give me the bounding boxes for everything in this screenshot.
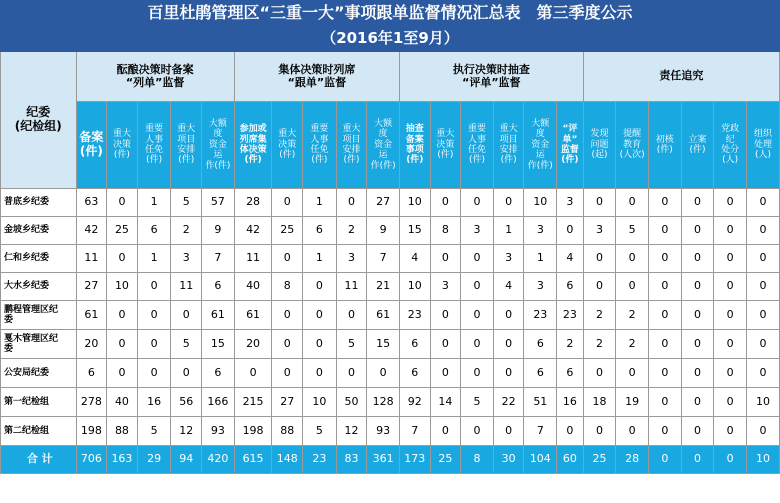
total-cell: 0 (648, 446, 681, 474)
row-name: 鹏程管理区纪 委 (1, 301, 77, 330)
total-cell: 25 (430, 446, 461, 474)
table-cell: 42 (76, 217, 107, 245)
column-header-label: 参加或 列席集 体决策 (件) (239, 124, 267, 166)
column-header (272, 102, 303, 189)
table-cell: 93 (367, 417, 400, 446)
table-cell: 8 (430, 217, 461, 245)
column-header-label: 重大 决策 (件) (436, 129, 455, 161)
table-cell: 11 (234, 245, 272, 273)
table-cell: 0 (461, 273, 494, 301)
column-header-label: 重大 项目 安排 (件) (499, 124, 518, 166)
table-cell: 4 (557, 245, 584, 273)
table-cell: 0 (583, 417, 616, 446)
table-cell: 15 (367, 330, 400, 359)
table-row (1, 330, 780, 359)
table-cell: 0 (714, 189, 747, 217)
table-cell: 63 (76, 189, 107, 217)
table-cell: 3 (524, 273, 557, 301)
table-cell: 10 (107, 273, 138, 301)
table-cell: 61 (76, 301, 107, 330)
table-cell: 0 (746, 301, 779, 330)
table-cell: 6 (524, 359, 557, 388)
column-header (107, 102, 138, 189)
table-cell: 10 (746, 388, 779, 417)
table-cell: 0 (107, 189, 138, 217)
table-cell: 0 (303, 273, 337, 301)
total-cell: 361 (367, 446, 400, 474)
table-cell: 0 (648, 189, 681, 217)
table-cell: 40 (234, 273, 272, 301)
table-cell: 2 (583, 301, 616, 330)
table-cell: 0 (648, 330, 681, 359)
table-cell: 3 (583, 217, 616, 245)
table-cell: 1 (303, 245, 337, 273)
table-cell: 0 (583, 245, 616, 273)
table-cell: 5 (171, 330, 202, 359)
table-cell: 2 (336, 217, 367, 245)
table-cell: 4 (493, 273, 524, 301)
table-cell: 3 (336, 245, 367, 273)
group-attend-label: 集体决策时列席 “跟单”监督 (278, 62, 356, 89)
table-cell: 0 (430, 330, 461, 359)
total-cell: 148 (272, 446, 303, 474)
table-cell: 0 (714, 417, 747, 446)
table-cell: 0 (583, 189, 616, 217)
table-cell: 2 (583, 330, 616, 359)
table-cell: 18 (583, 388, 616, 417)
table-cell: 0 (746, 189, 779, 217)
column-header-label: 重要 人事 任免 (件) (145, 124, 164, 166)
table-cell: 20 (76, 330, 107, 359)
table-cell: 6 (76, 359, 107, 388)
total-cell: 30 (493, 446, 524, 474)
page-title: 百里杜鹃管理区“三重一大”事项跟单监督情况汇总表 第三季度公示 (1, 1, 780, 27)
table-cell: 0 (430, 301, 461, 330)
column-header-label: 抽查 备案 事项 (件) (405, 124, 424, 166)
table-cell: 0 (746, 359, 779, 388)
table-cell: 40 (107, 388, 138, 417)
table-cell: 61 (202, 301, 235, 330)
table-cell: 0 (137, 330, 171, 359)
table-cell: 0 (746, 245, 779, 273)
total-cell: 706 (76, 446, 107, 474)
table-cell: 0 (303, 301, 337, 330)
group-filing (76, 52, 234, 102)
table-cell: 10 (524, 189, 557, 217)
total-cell: 94 (171, 446, 202, 474)
table-cell: 12 (336, 417, 367, 446)
table-cell: 0 (171, 301, 202, 330)
total-cell: 60 (557, 446, 584, 474)
table-cell: 0 (461, 359, 494, 388)
table-cell: 0 (557, 417, 584, 446)
table-cell: 3 (430, 273, 461, 301)
group-review-label: 执行决策时抽查 “评单”监督 (452, 62, 530, 89)
table-cell: 0 (493, 301, 524, 330)
column-header-label: 重大 决策 (件) (278, 129, 297, 161)
table-cell: 0 (616, 273, 649, 301)
table-cell: 0 (648, 301, 681, 330)
table-cell: 0 (336, 359, 367, 388)
table-cell: 25 (107, 217, 138, 245)
table-cell: 0 (557, 217, 584, 245)
table-cell: 6 (400, 330, 431, 359)
table-cell: 0 (336, 189, 367, 217)
table-cell: 0 (107, 301, 138, 330)
table-cell: 0 (616, 417, 649, 446)
column-header-label: 发现 问题 (起) (590, 129, 609, 161)
table-cell: 0 (234, 359, 272, 388)
table-cell: 0 (583, 273, 616, 301)
table-cell: 0 (107, 330, 138, 359)
table-cell: 11 (336, 273, 367, 301)
table-cell: 0 (714, 359, 747, 388)
row-name: 大水乡纪委 (1, 273, 77, 301)
column-header (461, 102, 494, 189)
table-cell: 0 (714, 330, 747, 359)
table-cell: 0 (461, 417, 494, 446)
table-cell: 0 (681, 359, 714, 388)
table-cell: 0 (461, 189, 494, 217)
table-cell: 198 (234, 417, 272, 446)
column-header (557, 102, 584, 189)
table-cell: 0 (272, 245, 303, 273)
table-cell: 5 (461, 388, 494, 417)
column-header-label: 重大 决策 (件) (112, 129, 131, 161)
column-header-label: 初核 (件) (655, 134, 674, 155)
table-cell: 5 (336, 330, 367, 359)
table-cell: 6 (557, 359, 584, 388)
table-cell: 7 (202, 245, 235, 273)
table-cell: 0 (461, 330, 494, 359)
column-header-label: 大额 度 资金 运 作(件) (527, 119, 553, 171)
table-cell: 0 (430, 417, 461, 446)
total-cell: 28 (616, 446, 649, 474)
table-cell: 8 (272, 273, 303, 301)
table-cell: 4 (400, 245, 431, 273)
table-cell: 12 (171, 417, 202, 446)
total-cell: 83 (336, 446, 367, 474)
table-cell: 6 (202, 359, 235, 388)
table-cell: 15 (202, 330, 235, 359)
table-cell: 5 (137, 417, 171, 446)
table-cell: 57 (202, 189, 235, 217)
row-name: 戛木管理区纪 委 (1, 330, 77, 359)
table-cell: 2 (616, 330, 649, 359)
table-cell: 56 (171, 388, 202, 417)
table-cell: 10 (400, 273, 431, 301)
table-cell: 0 (272, 359, 303, 388)
total-cell: 104 (524, 446, 557, 474)
row-name: 仁和乡纪委 (1, 245, 77, 273)
table-cell: 21 (367, 273, 400, 301)
table-cell: 5 (171, 189, 202, 217)
table-cell: 0 (107, 245, 138, 273)
table-cell: 0 (107, 359, 138, 388)
table-cell: 92 (400, 388, 431, 417)
column-header-label: 重要 人事 任免 (件) (468, 124, 487, 166)
table-cell: 27 (367, 189, 400, 217)
table-cell: 2 (616, 301, 649, 330)
table-cell: 0 (461, 301, 494, 330)
group-accountability (583, 52, 779, 102)
table-cell: 6 (524, 330, 557, 359)
table-cell: 0 (648, 217, 681, 245)
table-cell: 0 (681, 330, 714, 359)
column-header-label: 党政 纪 处分 (人) (721, 124, 740, 166)
row-header (1, 52, 77, 189)
column-header (583, 102, 616, 189)
table-cell: 0 (137, 273, 171, 301)
table-row (1, 417, 780, 446)
column-header-label: 提醒 教育 (人次) (619, 129, 645, 161)
table-cell: 0 (681, 189, 714, 217)
table-cell: 0 (648, 417, 681, 446)
table-cell: 0 (681, 217, 714, 245)
table-cell: 88 (107, 417, 138, 446)
table-row (1, 273, 780, 301)
total-cell: 0 (681, 446, 714, 474)
table-cell: 1 (137, 189, 171, 217)
table-row (1, 245, 780, 273)
row-header-label: 纪委 (纪检组) (14, 105, 62, 133)
column-header-label: 立案 (件) (688, 134, 707, 155)
table-cell: 0 (648, 359, 681, 388)
table-cell: 0 (272, 301, 303, 330)
total-cell: 420 (202, 446, 235, 474)
table-cell: 51 (524, 388, 557, 417)
column-header-label: 重大 项目 安排 (件) (342, 124, 361, 166)
table-cell: 61 (234, 301, 272, 330)
table-cell: 19 (616, 388, 649, 417)
column-header (714, 102, 747, 189)
table-cell: 166 (202, 388, 235, 417)
table-cell: 0 (746, 217, 779, 245)
table-row (1, 359, 780, 388)
table-cell: 6 (303, 217, 337, 245)
total-label: 合 计 (1, 446, 77, 474)
table-cell: 0 (714, 301, 747, 330)
column-header (367, 102, 400, 189)
table-cell: 3 (524, 217, 557, 245)
table-cell: 10 (303, 388, 337, 417)
column-header-label: 重大 项目 安排 (件) (177, 124, 196, 166)
column-header (202, 102, 235, 189)
table-cell: 61 (367, 301, 400, 330)
table-cell: 0 (681, 245, 714, 273)
table-cell: 0 (714, 245, 747, 273)
total-cell: 29 (137, 446, 171, 474)
table-row (1, 217, 780, 245)
table-cell: 3 (557, 189, 584, 217)
column-header (430, 102, 461, 189)
column-header (648, 102, 681, 189)
table-cell: 15 (400, 217, 431, 245)
column-header (681, 102, 714, 189)
table-cell: 3 (461, 217, 494, 245)
column-header (234, 102, 272, 189)
total-cell: 173 (400, 446, 431, 474)
table-cell: 0 (367, 359, 400, 388)
group-accountability-label: 责任追究 (659, 69, 704, 83)
table-cell: 22 (493, 388, 524, 417)
table-cell: 3 (171, 245, 202, 273)
table-cell: 0 (681, 388, 714, 417)
total-cell: 10 (746, 446, 779, 474)
group-review (400, 52, 584, 102)
table-cell: 0 (171, 359, 202, 388)
table-cell: 0 (461, 245, 494, 273)
table-cell: 215 (234, 388, 272, 417)
table-cell: 0 (493, 189, 524, 217)
table-cell: 27 (76, 273, 107, 301)
column-header-label: 备案 (件) (79, 130, 104, 158)
table-cell: 278 (76, 388, 107, 417)
column-header (524, 102, 557, 189)
table-cell: 0 (681, 417, 714, 446)
row-name: 第二纪检组 (1, 417, 77, 446)
total-cell: 23 (303, 446, 337, 474)
table-cell: 0 (616, 189, 649, 217)
total-row (1, 446, 780, 474)
column-header-label: 重要 人事 任免 (件) (310, 124, 329, 166)
table-cell: 5 (303, 417, 337, 446)
table-cell: 7 (367, 245, 400, 273)
column-header (336, 102, 367, 189)
table-cell: 0 (493, 330, 524, 359)
table-cell: 23 (400, 301, 431, 330)
table-cell: 7 (524, 417, 557, 446)
table-cell: 14 (430, 388, 461, 417)
group-attend (234, 52, 399, 102)
table-cell: 50 (336, 388, 367, 417)
table-cell: 0 (681, 273, 714, 301)
table-cell: 0 (616, 359, 649, 388)
table-cell: 0 (493, 417, 524, 446)
table-cell: 88 (272, 417, 303, 446)
table-cell: 0 (583, 359, 616, 388)
table-cell: 3 (493, 245, 524, 273)
table-row (1, 388, 780, 417)
page-subtitle: （2016年1至9月） (1, 27, 780, 52)
table-cell: 0 (430, 189, 461, 217)
group-filing-label: 酝酿决策时备案 “列单”监督 (116, 62, 194, 89)
table-cell: 9 (202, 217, 235, 245)
table-cell: 2 (171, 217, 202, 245)
table-cell: 23 (524, 301, 557, 330)
table-cell: 0 (746, 330, 779, 359)
table-cell: 198 (76, 417, 107, 446)
table-cell: 6 (137, 217, 171, 245)
table-cell: 0 (303, 330, 337, 359)
table-cell: 1 (303, 189, 337, 217)
table-cell: 20 (234, 330, 272, 359)
table-cell: 42 (234, 217, 272, 245)
table-cell: 10 (400, 189, 431, 217)
table-cell: 6 (202, 273, 235, 301)
table-cell: 93 (202, 417, 235, 446)
table-cell: 0 (137, 301, 171, 330)
table-cell: 25 (272, 217, 303, 245)
table-cell: 0 (648, 273, 681, 301)
table-cell: 0 (137, 359, 171, 388)
table-cell: 5 (616, 217, 649, 245)
column-header (493, 102, 524, 189)
row-name: 金坡乡纪委 (1, 217, 77, 245)
row-name: 普底乡纪委 (1, 189, 77, 217)
column-header (303, 102, 337, 189)
table-cell: 0 (272, 189, 303, 217)
table-cell: 16 (137, 388, 171, 417)
table-cell: 28 (234, 189, 272, 217)
table-cell: 0 (746, 417, 779, 446)
table-cell: 27 (272, 388, 303, 417)
table-cell: 16 (557, 388, 584, 417)
column-header (137, 102, 171, 189)
total-cell: 615 (234, 446, 272, 474)
table-cell: 0 (430, 359, 461, 388)
table-cell: 23 (557, 301, 584, 330)
table-cell: 0 (681, 301, 714, 330)
column-header (400, 102, 431, 189)
table-cell: 1 (137, 245, 171, 273)
total-cell: 25 (583, 446, 616, 474)
table-row (1, 301, 780, 330)
table-cell: 0 (493, 359, 524, 388)
column-header (616, 102, 649, 189)
table-cell: 11 (171, 273, 202, 301)
table-cell: 0 (336, 301, 367, 330)
column-header-label: 大额 度 资金 运 作(件) (370, 119, 396, 171)
column-header (171, 102, 202, 189)
table-cell: 0 (648, 245, 681, 273)
table-cell: 0 (303, 359, 337, 388)
table-cell: 0 (714, 388, 747, 417)
table-cell: 1 (493, 217, 524, 245)
table-cell: 0 (430, 245, 461, 273)
table-cell: 2 (557, 330, 584, 359)
table-row (1, 189, 780, 217)
total-cell: 0 (714, 446, 747, 474)
total-cell: 8 (461, 446, 494, 474)
table-cell: 0 (616, 245, 649, 273)
table-cell: 7 (400, 417, 431, 446)
table-cell: 11 (76, 245, 107, 273)
column-header (746, 102, 779, 189)
table-cell: 0 (648, 388, 681, 417)
table-cell: 6 (400, 359, 431, 388)
table-cell: 6 (557, 273, 584, 301)
row-name: 公安局纪委 (1, 359, 77, 388)
column-header (76, 102, 107, 189)
column-header-label: 组织 处理 (人) (753, 129, 772, 161)
table-cell: 1 (524, 245, 557, 273)
table-cell: 128 (367, 388, 400, 417)
table-cell: 0 (272, 330, 303, 359)
column-header-label: 大额 度 资金 运 作(件) (205, 119, 231, 171)
total-cell: 163 (107, 446, 138, 474)
table-cell: 0 (714, 273, 747, 301)
row-name: 第一纪检组 (1, 388, 77, 417)
table-cell: 0 (714, 217, 747, 245)
column-header-label: “评 单” 监督 (件) (560, 124, 579, 166)
table-cell: 0 (746, 273, 779, 301)
table-cell: 9 (367, 217, 400, 245)
